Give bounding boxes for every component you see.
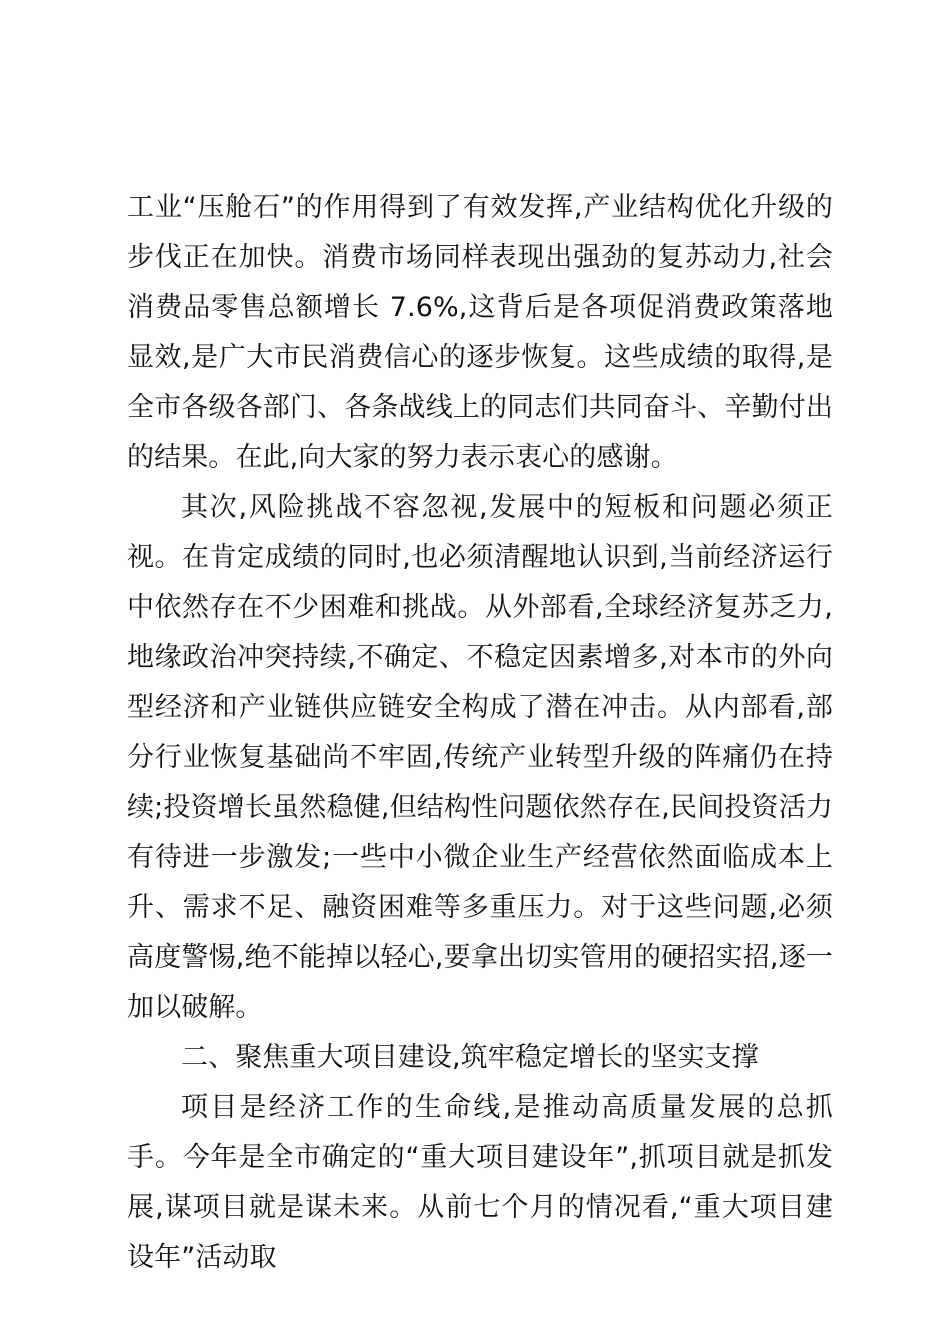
paragraph-continuation: 工业“压舱石”的作用得到了有效发挥,产业结构优化升级的步伐正在加快。消费市场同样表现出强劲的复苏动力,社会消费品零售总额增长 7.6%,这背后是各项促消费政策落地显效,是广大市民消费信心的逐步恢复。这些成绩的取得,是全市各级各部门、各条战线上的同志们共同奋斗、辛勤付出的结果。在此,向大家的努力表示衷心的感谢。 [127, 192, 833, 473]
document-body [127, 183, 833, 1283]
paragraph-risks: 其次,风险挑战不容忽视,发展中的短板和问题必须正视。在肯定成绩的同时,也必须清醒地认识到,当前经济运行中依然存在不少困难和挑战。从外部看,全球经济复苏乏力,地缘政治冲突持续,不确定、不稳定因素增多,对本市的外向型经济和产业链供应链安全构成了潜在冲击。从内部看,部分行业恢复基础尚不牢固,传统产业转型升级的阵痛仍在持续;投资增长虽然稳健,但结构性问题依然存在,民间投资活力有待进一步激发;一些中小微企业生产经营依然面临成本上升、需求不足、融资困难等多重压力。对于这些问题,必须高度警惕,绝不能掉以轻心,要拿出切实管用的硬招实招,逐一加以破解。 [127, 492, 833, 1023]
paragraph-projects: 项目是经济工作的生命线,是推动高质量发展的总抓手。今年是全市确定的“重大项目建设年”,抓项目就是抓发展,谋项目就是谋未来。从前七个月的情况看,“重大项目建设年”活动取 [127, 1092, 833, 1273]
section-heading: 二、聚焦重大项目建设,筑牢稳定增长的坚实支撑 [181, 1042, 759, 1073]
